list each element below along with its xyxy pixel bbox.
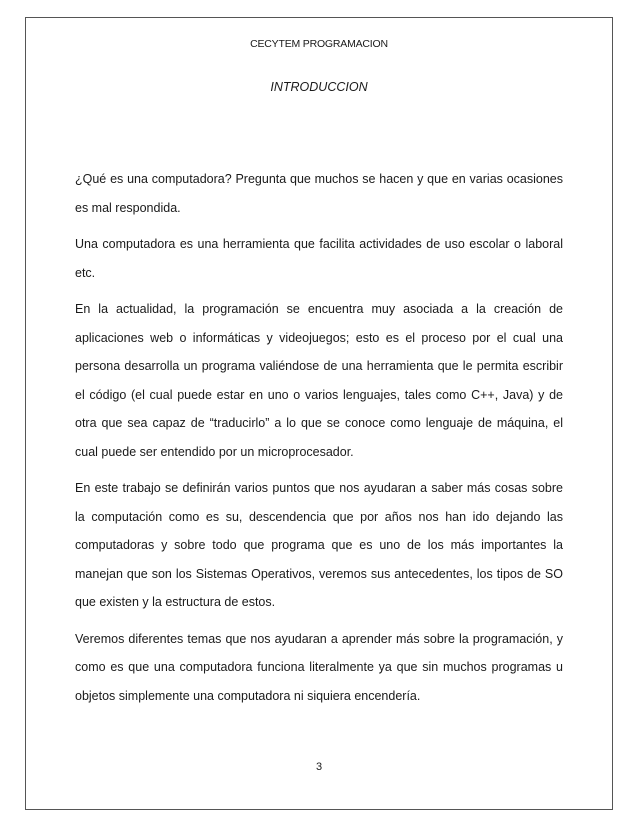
page-number: 3: [315, 761, 323, 773]
paragraph-5: Veremos diferentes temas que nos ayudaran a aprender más sobre la programación, y como es que una computadora funciona literalmente ya que sin muchos programas u objetos simplemente una computadora ni siquiera encendería.: [75, 631, 563, 703]
page-header: CECYTEM PROGRAMACION: [250, 38, 388, 50]
paragraph-3: En la actualidad, la programación se encuentra muy asociada a la creación de aplicaciones web o informáticas y videojuegos; esto es el proceso por el cual una persona desarrolla un programa valiéndose de una herramienta que le permita escribir el código (el cual puede estar en uno o varios lenguajes, tales como C++, Java) y de otra que sea capaz de “traducirlo” a lo que se conoce como lenguaje de máquina, el cual puede ser entendido por un microprocesador.: [75, 302, 563, 459]
paragraph-1: ¿Qué es una computadora? Pregunta que muchos se hacen y que en varias ocasiones es mal respondida.: [75, 172, 563, 215]
paragraph-2: Una computadora es una herramienta que facilita actividades de uso escolar o laboral etc.: [75, 237, 563, 280]
document-body: [75, 165, 563, 718]
document-title: INTRODUCCION: [270, 80, 368, 94]
paragraph-4: En este trabajo se definirán varios puntos que nos ayudaran a saber más cosas sobre la computación como es su, descendencia que por años nos han ido dejando las computadoras y sobre todo que programa que es uno de los más importantes la manejan que son los Sistemas Operativos, veremos sus antecedentes, los tipos de SO que existen y la estructura de estos.: [75, 481, 563, 609]
